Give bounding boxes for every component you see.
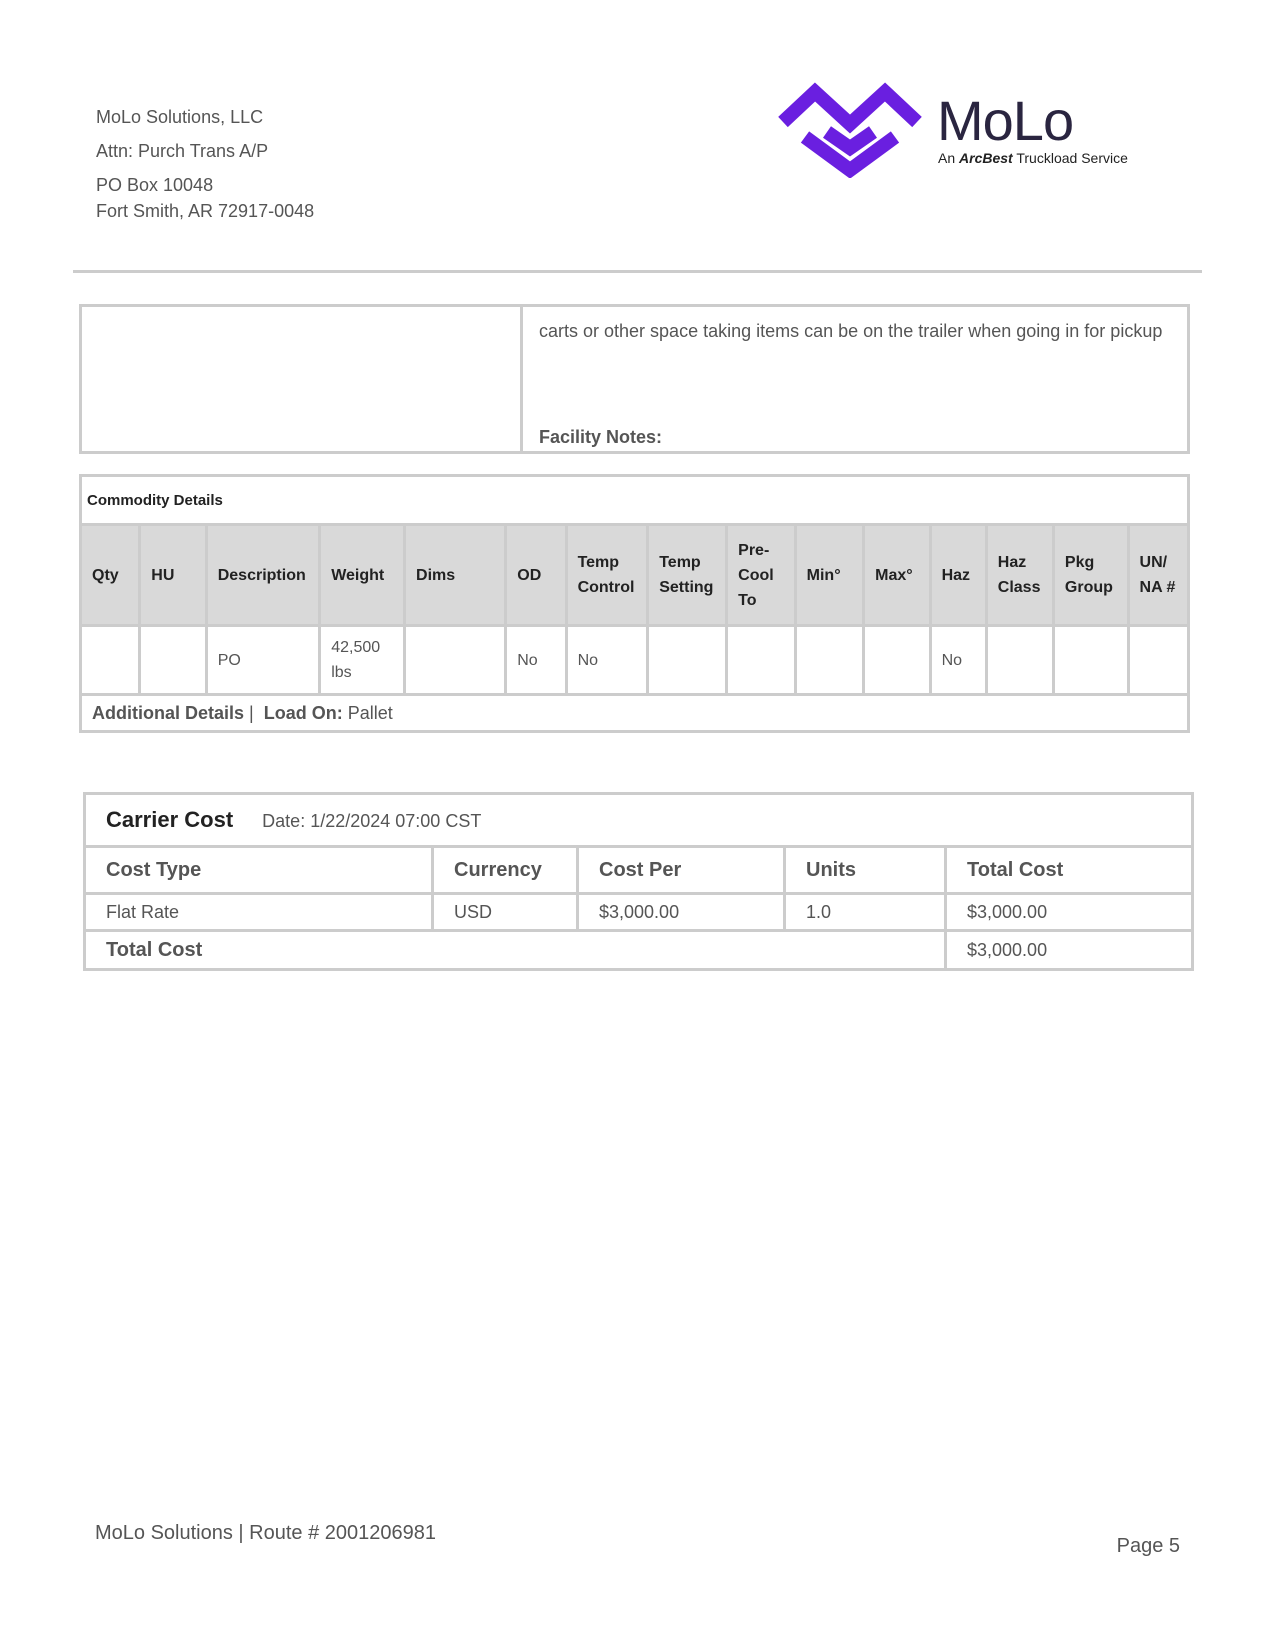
po-box: PO Box 10048: [96, 175, 214, 195]
table-cell: [648, 626, 727, 695]
separator: |: [249, 702, 254, 723]
table-row: [81, 626, 1189, 695]
total-cost-value: $3,000.00: [946, 931, 1193, 970]
commodity-details-table: [79, 474, 1190, 733]
col-header: Units: [785, 847, 946, 894]
table-cell: $3,000.00: [578, 894, 785, 931]
table-cell: 1.0: [785, 894, 946, 931]
table-cell: [1053, 626, 1128, 695]
load-on-label: Load On:: [263, 702, 343, 723]
col-header: Weight: [320, 525, 405, 626]
col-header: Currency: [433, 847, 578, 894]
commodity-header-row: [81, 525, 1189, 626]
facility-notes-label: Facility Notes:: [539, 427, 663, 447]
notes-empty-cell: [81, 306, 522, 453]
carrier-cost-table: [83, 792, 1194, 971]
additional-details-label: Additional Details: [92, 702, 245, 723]
table-cell: No: [930, 626, 986, 695]
logo-wordmark: MoLo: [937, 89, 1074, 152]
page-number: Page 5: [1116, 1535, 1180, 1557]
carrier-cost-date: Date: 1/22/2024 07:00 CST: [262, 811, 482, 831]
col-header: Cost Per: [578, 847, 785, 894]
logo-tagline: [938, 150, 1128, 166]
col-header: Min°: [795, 525, 863, 626]
carrier-cost-caption: [85, 794, 1193, 847]
col-header: Description: [206, 525, 319, 626]
col-header: Temp Setting: [648, 525, 727, 626]
col-header: Haz: [930, 525, 986, 626]
tagline-prefix: An: [938, 150, 956, 166]
molo-logo-mark-icon: [775, 82, 925, 178]
col-header: Temp Control: [566, 525, 648, 626]
molo-logo: [775, 82, 1155, 182]
col-header: UN/ NA #: [1128, 525, 1188, 626]
attention-line: Attn: Purch Trans A/P: [96, 141, 269, 161]
load-on-value: Pallet: [347, 702, 393, 723]
col-header: Total Cost: [946, 847, 1193, 894]
notes-cell: [522, 306, 1189, 453]
cost-header-row: [85, 847, 1193, 894]
col-header: Pre-Cool To: [727, 525, 795, 626]
table-cell: [81, 626, 140, 695]
table-cell: [864, 626, 930, 695]
tagline-brand: ArcBest: [959, 150, 1013, 166]
total-cost-label: Total Cost: [85, 931, 946, 970]
city-state-zip: Fort Smith, AR 72917-0048: [96, 201, 315, 221]
tagline-suffix: Truckload Service: [1016, 150, 1128, 166]
table-cell: PO: [206, 626, 319, 695]
carrier-cost-title: Carrier Cost: [106, 807, 234, 832]
col-header: Cost Type: [85, 847, 433, 894]
header-divider: [73, 270, 1202, 273]
additional-details: [81, 695, 1189, 732]
table-cell: [795, 626, 863, 695]
table-cell: USD: [433, 894, 578, 931]
table-cell: [986, 626, 1053, 695]
table-row: [85, 894, 1193, 931]
total-row: [85, 931, 1193, 970]
company-name: MoLo Solutions, LLC: [96, 107, 264, 127]
col-header: Haz Class: [986, 525, 1053, 626]
table-cell: [405, 626, 506, 695]
col-header: Pkg Group: [1053, 525, 1128, 626]
table-cell: No: [506, 626, 566, 695]
table-cell: [1128, 626, 1188, 695]
table-cell: $3,000.00: [946, 894, 1193, 931]
footer-route: MoLo Solutions | Route # 2001206981: [95, 1522, 437, 1544]
table-cell: 42,500 lbs: [320, 626, 405, 695]
table-cell: No: [566, 626, 648, 695]
col-header: Max°: [864, 525, 930, 626]
col-header: Dims: [405, 525, 506, 626]
col-header: OD: [506, 525, 566, 626]
table-cell: Flat Rate: [85, 894, 433, 931]
col-header: Qty: [81, 525, 140, 626]
commodity-title: Commodity Details: [81, 476, 1189, 525]
table-cell: [727, 626, 795, 695]
table-cell: [140, 626, 206, 695]
billing-address: [96, 104, 314, 224]
notes-table: [79, 304, 1190, 454]
notes-text: carts or other space taking items can be on the trailer when going in for pickup: [539, 321, 1163, 341]
col-header: HU: [140, 525, 206, 626]
